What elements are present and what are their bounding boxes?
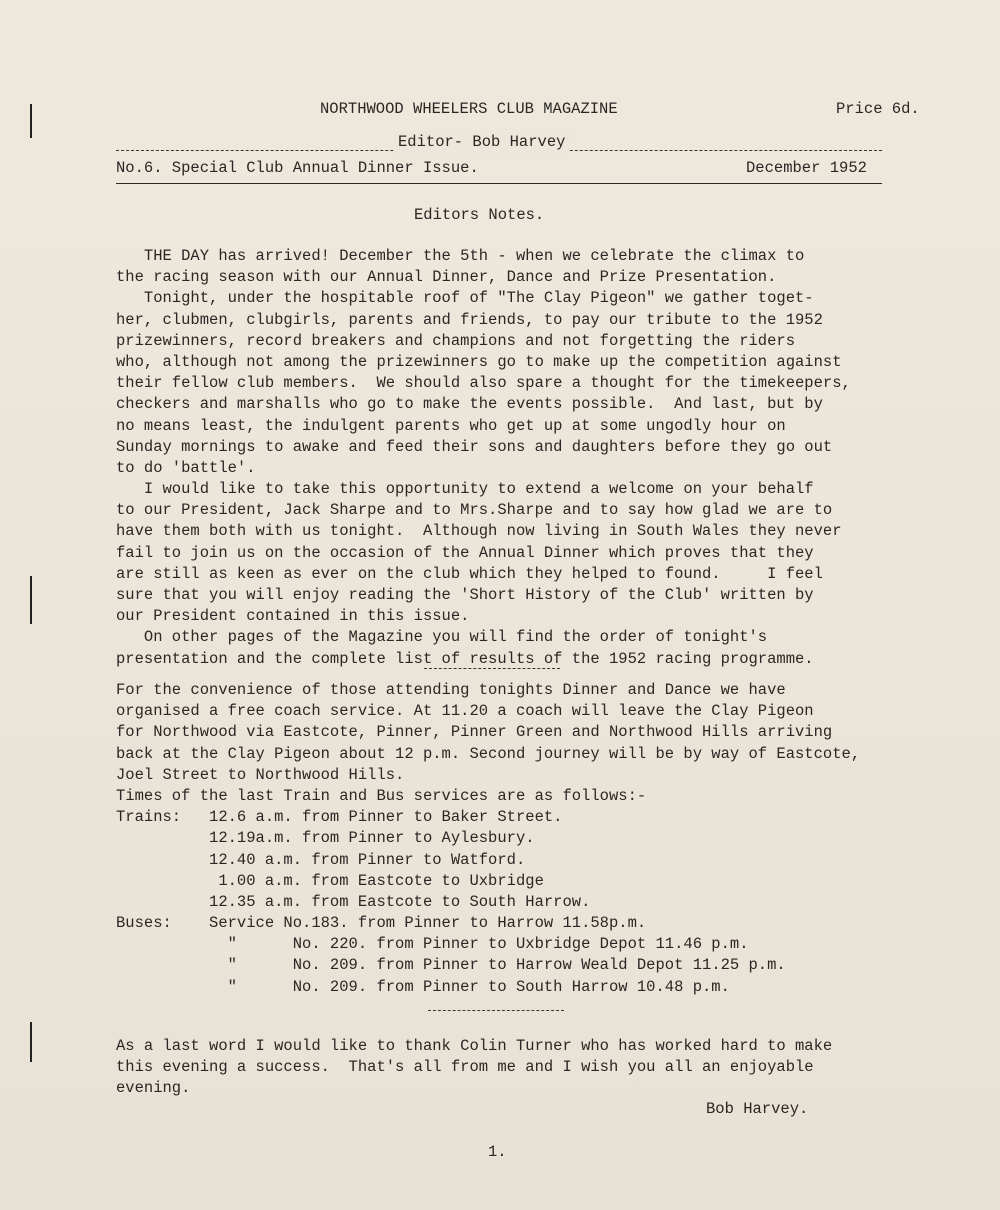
text-line: For the convenience of those attending tonights Dinner and Dance we have <box>116 681 786 699</box>
timetable-row: " No. 209. from Pinner to Harrow Weald Depot 11.25 p.m. <box>116 956 786 975</box>
timetable-row: Buses: Service No.183. from Pinner to Harrow 11.58p.m. <box>116 914 647 933</box>
text-line: their fellow club members. We should also spare a thought for the timekeepers, <box>116 374 851 393</box>
text-line: her, clubmen, clubgirls, parents and friends, to pay our tribute to the 1952 <box>116 310 823 329</box>
timetable-row: 12.40 a.m. from Pinner to Watford. <box>116 850 526 869</box>
text-line: I would like to take this opportunity to extend a welcome on your behalf <box>116 480 814 499</box>
text-line: As a last word I would like to thank Colin Turner who has worked hard to make <box>116 1037 833 1055</box>
text-line: who, although not among the prizewinners go to make up the competition against <box>116 352 842 371</box>
text-line: this evening a success. That's all from me and I wish you all an enjoyable <box>116 1058 814 1077</box>
section-divider <box>428 1010 564 1011</box>
timetable-row: " No. 220. from Pinner to Uxbridge Depot 11.46 p.m. <box>116 935 749 954</box>
text-line: Joel Street to Northwood Hills. <box>116 765 405 784</box>
price: Price 6d. <box>836 100 920 118</box>
text-line: to our President, Jack Sharpe and to Mrs.Sharpe and to say how glad we are to <box>116 501 833 520</box>
issue-line: No.6. Special Club Annual Dinner Issue. <box>116 159 479 177</box>
page-number: 1. <box>488 1143 507 1161</box>
text-line: organised a free coach service. At 11.20 a coach will leave the Clay Pigeon <box>116 702 814 721</box>
magazine-title: NORTHWOOD WHEELERS CLUB MAGAZINE <box>320 100 618 118</box>
staple-mark <box>30 576 32 624</box>
transport-section <box>116 680 966 998</box>
header-rule <box>116 183 882 184</box>
text-line: Tonight, under the hospitable roof of "The Clay Pigeon" we gather toget- <box>116 289 814 308</box>
section-divider <box>424 668 560 669</box>
timetable-row: 1.00 a.m. from Eastcote to Uxbridge <box>116 871 544 890</box>
text-line: have them both with us tonight. Although now living in South Wales they never <box>116 522 842 541</box>
timetable-row: 12.19a.m. from Pinner to Aylesbury. <box>116 829 535 848</box>
text-line: fail to join us on the occasion of the Annual Dinner which proves that they <box>116 543 814 562</box>
staple-mark <box>30 1022 32 1062</box>
text-line: to do 'battle'. <box>116 458 256 477</box>
text-line: sure that you will enjoy reading the 'Short History of the Club' written by <box>116 586 814 604</box>
staple-mark <box>30 104 32 138</box>
editor-line: Editor- Bob Harvey <box>394 132 569 153</box>
timetable-row: " No. 209. from Pinner to South Harrow 10.48 p.m. <box>116 977 730 996</box>
text-line: for Northwood via Eastcote, Pinner, Pinner Green and Northwood Hills arriving <box>116 723 833 742</box>
text-line: back at the Clay Pigeon about 12 p.m. Second journey will be by way of Eastcote, <box>116 744 861 763</box>
editors-notes <box>116 246 956 670</box>
section-heading: Editors Notes. <box>414 206 545 224</box>
text-line: presentation and the complete list of results of the 1952 racing programme. <box>116 649 814 668</box>
text-line: are still as keen as ever on the club which they helped to found. I feel <box>116 564 823 583</box>
text-line: prizewinners, record breakers and champions and not forgetting the riders <box>116 331 796 350</box>
text-line: the racing season with our Annual Dinner, Dance and Prize Presentation. <box>116 268 777 287</box>
text-line: Sunday mornings to awake and feed their sons and daughters before they go out <box>116 437 833 456</box>
timetable-row: 12.35 a.m. from Eastcote to South Harrow. <box>116 892 591 911</box>
signature: Bob Harvey. <box>706 1100 809 1118</box>
text-line: Times of the last Train and Bus services are as follows:- <box>116 786 647 805</box>
timetable-row: Trains: 12.6 a.m. from Pinner to Baker Street. <box>116 808 563 827</box>
text-line: THE DAY has arrived! December the 5th - when we celebrate the climax to <box>116 247 805 265</box>
text-line: On other pages of the Magazine you will find the order of tonight's <box>116 628 768 647</box>
text-line: our President contained in this issue. <box>116 607 470 626</box>
issue-date: December 1952 <box>746 159 867 177</box>
closing-section <box>116 1036 966 1100</box>
text-line: evening. <box>116 1079 191 1098</box>
text-line: checkers and marshalls who go to make the events possible. And last, but by <box>116 395 823 414</box>
text-line: no means least, the indulgent parents who get up at some ungodly hour on <box>116 416 786 435</box>
